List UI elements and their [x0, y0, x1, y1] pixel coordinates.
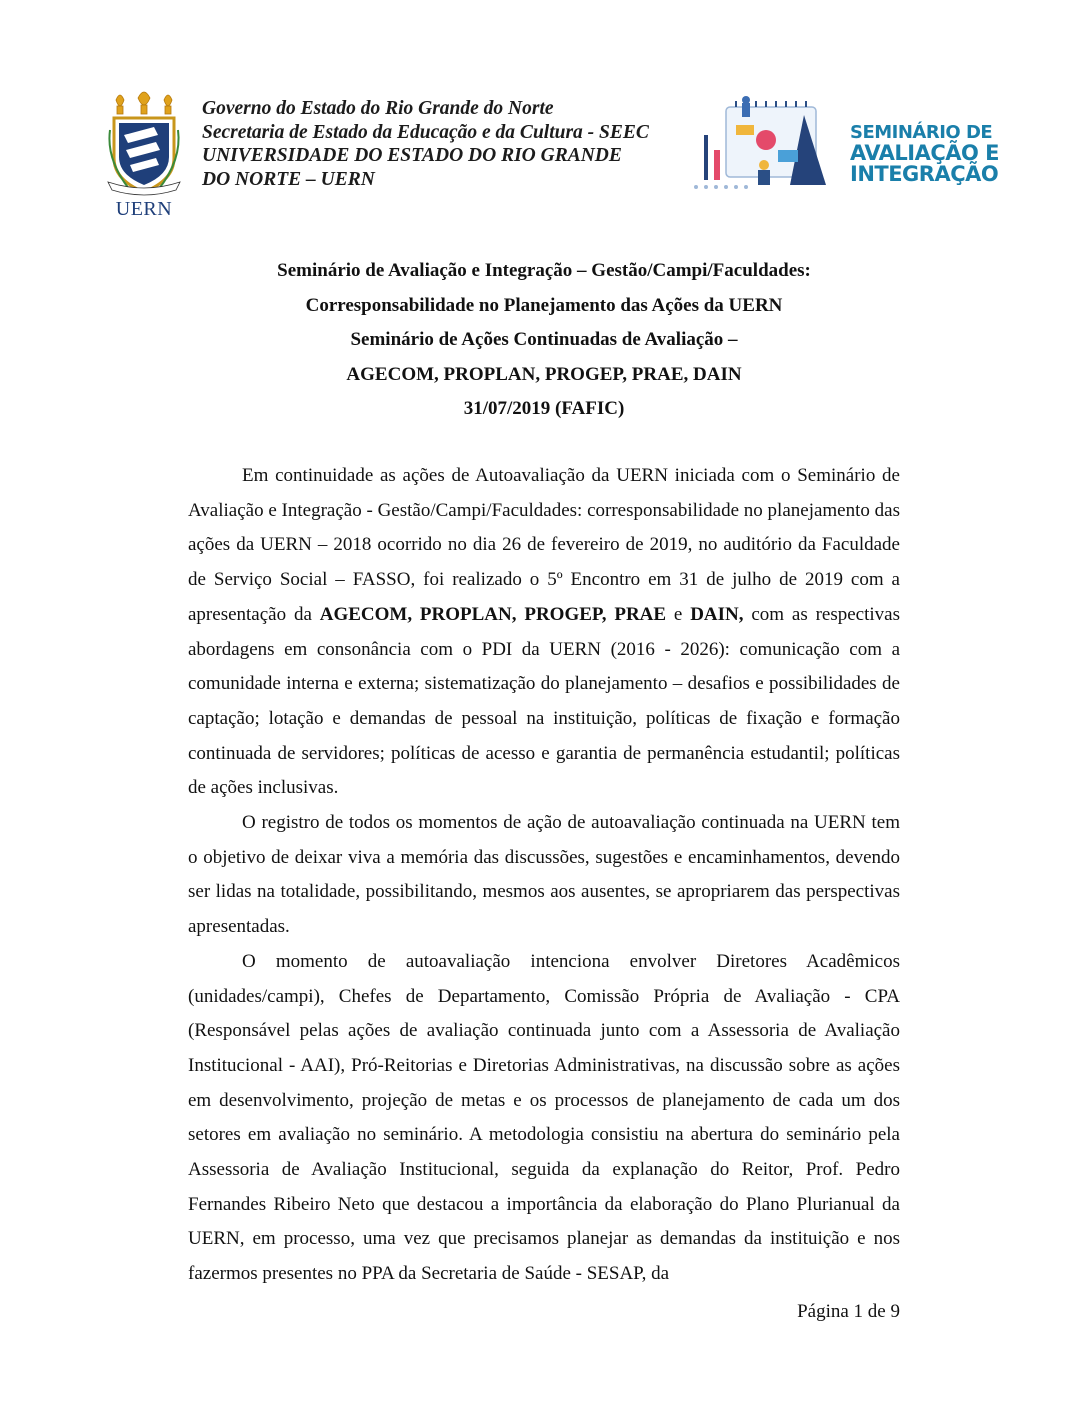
paragraph-text: e: [666, 603, 691, 625]
government-heading: [202, 97, 649, 191]
document-title: [150, 254, 938, 427]
gov-line: Governo do Estado do Rio Grande do Norte: [202, 98, 554, 119]
paragraph-bold-text: DAIN,: [690, 603, 744, 625]
title-line: AGECOM, PROPLAN, PROGEP, PRAE, DAIN: [346, 363, 742, 385]
paragraph: O momento de autoavaliação intenciona envolver Diretores Acadêmicos (unidades/campi), Chefes de Departamento, Comissão Própria de Avaliação - CPA (Responsável pelas ações de avaliação continuada junto com a Assessoria de Avaliação Institucional - AAI), Pró-Reitorias e Diretorias Administrativas, na discussão sobre as ações em desenvolvimento, projeção de metas e os processos de planejamento de cada um dos setores em avaliação no seminário. A metodologia consistiu na abertura do seminário pela Assessoria de Avaliação Institucional, seguida da explanação do Reitor, Prof. Pedro Fernandes Ribeiro Neto que destacou a importância da elaboração do Plano Plurianual da UERN, em processo, uma vez que precisamos planejar as demandas da instituição e nos fazermos presentes no PPA da Secretaria de Saúde - SESAP, da: [188, 950, 900, 1285]
title-line: Seminário de Avaliação e Integração – Gestão/Campi/Faculdades:: [277, 260, 811, 281]
uern-logo-caption: UERN: [115, 198, 173, 220]
title-line: 31/07/2019 (FAFIC): [463, 398, 625, 419]
paragraph: [188, 459, 900, 806]
gov-line: Secretaria de Estado da Educação e da Cultura - SEEC: [202, 121, 649, 143]
page-number: Página 1 de 9: [797, 1301, 900, 1322]
paragraph: O registro de todos os momentos de ação de autoavaliação continuada na UERN tem o objetivo de deixar viva a memória das discussões, sugestões e encaminhamentos, devendo ser lidas na totalidade, possibilitando, mesmos aos ausentes, se apropriarem das perspectivas apresentadas.: [188, 812, 900, 938]
title-line: Corresponsabilidade no Planejamento das Ações da UERN: [305, 294, 783, 316]
page-header: [0, 0, 1088, 230]
seminar-logo-line: INTEGRAÇÃO: [850, 162, 999, 186]
gov-line: UNIVERSIDADE DO ESTADO DO RIO GRANDE: [202, 145, 622, 166]
gov-line: DO NORTE – UERN: [202, 168, 375, 190]
paragraph-text: com as respectivas abordagens em consonância com o PDI da UERN (2016 - 2026): comunicação com a comunidade interna e externa; sistematização do planejamento – desafios e possibilidades de captação; lotação e demandas de pessoal na instituição, políticas de fixação e formação continuada de servidores; políticas de acesso e garantia de permanência estudantil; políticas de ações inclusivas.: [188, 603, 900, 799]
document-body: [188, 459, 900, 1292]
seminar-illustration-logo: [686, 95, 846, 195]
seminar-logo-text: [850, 122, 999, 185]
seminar-logo-line: AVALIAÇÃO E: [850, 141, 1000, 165]
seminar-logo-line: SEMINÁRIO DE: [850, 122, 993, 143]
title-line: Seminário de Ações Continuadas de Avaliação –: [350, 329, 738, 350]
paragraph-text: Em continuidade as ações de Autoavaliação da UERN iniciada com o Seminário de Avaliação e Integração - Gestão/Campi/Faculdades: corresponsabilidade no planejamento das ações da UERN – 2018 ocorrido no dia 26 de fevereiro de 2019, no auditório da Faculdade de Serviço Social – FASSO, foi realizado o 5º Encontro em 31 de julho de 2019 com a apresentação da: [188, 465, 900, 625]
paragraph-bold-text: AGECOM, PROPLAN, PROGEP, PRAE: [319, 603, 667, 625]
